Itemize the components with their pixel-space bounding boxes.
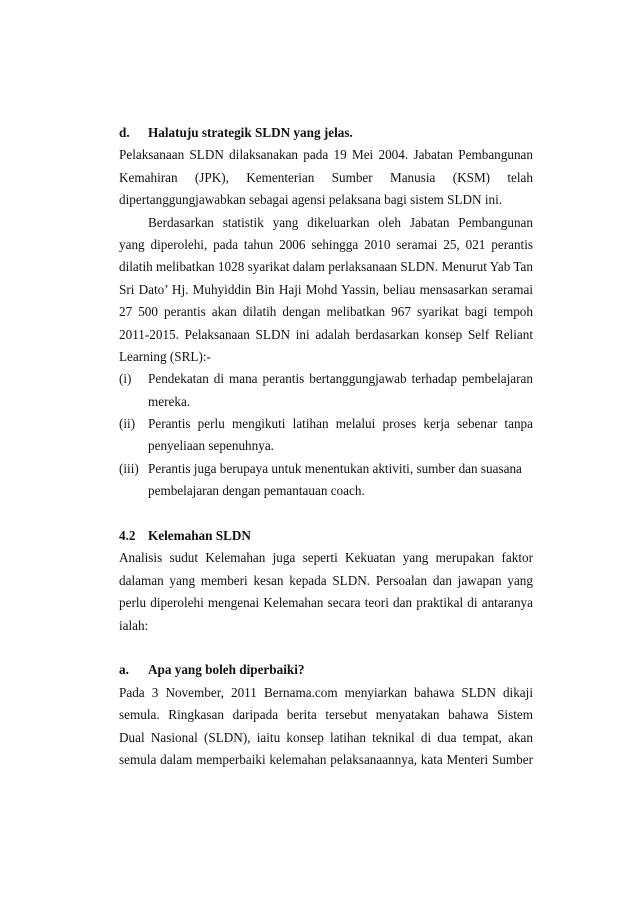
list-marker: (iii) — [119, 460, 139, 476]
section-a-title: Apa yang boleh diperbaiki? — [148, 662, 305, 678]
paragraph-line: Analisis sudut Kelemahan juga seperti Kekuatan yang merupakan faktor — [119, 550, 533, 566]
paragraph-line: semula dalam memperbaiki kelemahan pelaksanaannya, kata Menteri Sumber — [119, 751, 533, 767]
paragraph-line: perlu diperolehi mengenai Kelemahan secara teori dan praktikal di antaranya — [119, 595, 533, 611]
paragraph-line: dalaman yang memberi kesan kepada SLDN. Persoalan dan jawapan yang — [119, 572, 533, 588]
list-item-text: Perantis juga berupaya untuk menentukan aktiviti, sumber dan suasana — [148, 460, 522, 476]
list-item-continuation: penyeliaan sepenuhnya. — [148, 438, 274, 454]
paragraph-line: Sri Dato’ Hj. Muhyiddin Bin Haji Mohd Yassin, beliau mensasarkan seramai — [119, 281, 533, 297]
section-d-heading — [119, 122, 533, 144]
section-a-number: a. — [119, 662, 129, 678]
paragraph-line: Dual Nasional (SLDN), iaitu konsep latihan teknikal di dua tempat, akan — [119, 729, 533, 745]
list-item-text: Perantis perlu mengikuti latihan melalui proses kerja sebenar tanpa — [148, 416, 533, 432]
list-item-text: Pendekatan di mana perantis bertanggungjawab terhadap pembelajaran — [148, 371, 533, 387]
paragraph-line: Pada 3 November, 2011 Bernama.com menyiarkan bahawa SLDN dikaji — [119, 684, 533, 700]
paragraph-line: Kemahiran (JPK), Kementerian Sumber Manusia (KSM) telah — [119, 169, 533, 185]
paragraph-line: Learning (SRL):- — [119, 348, 211, 364]
list-item — [119, 368, 533, 390]
section-d-title: Halatuju strategik SLDN yang jelas. — [148, 125, 353, 140]
section-4-2-title: Kelemahan SLDN — [148, 528, 251, 544]
list-item-continuation: mereka. — [148, 393, 191, 409]
paragraph-line: semula. Ringkasan daripada berita tersebut menyatakan bahawa Sistem — [119, 707, 533, 723]
paragraph-line: ialah: — [119, 617, 149, 633]
paragraph-line: Pelaksanaan SLDN dilaksanakan pada 19 Mei 2004. Jabatan Pembangunan — [119, 147, 533, 163]
list-item — [119, 458, 533, 480]
paragraph-line: 2011-2015. Pelaksanaan SLDN ini adalah berdasarkan konsep Self Reliant — [119, 326, 533, 342]
paragraph-line: 27 500 perantis akan dilatih dengan melibatkan 967 syarikat bagi tempoh — [119, 304, 533, 320]
spacer — [119, 637, 533, 659]
document-page — [119, 122, 533, 771]
section-4-2-heading — [119, 525, 533, 547]
section-a-heading — [119, 659, 533, 681]
spacer — [119, 503, 533, 525]
list-marker: (i) — [119, 371, 132, 387]
section-d-number: d. — [119, 125, 130, 140]
paragraph-line: yang diperolehi, pada tahun 2006 sehingga 2010 seramai 25, 021 perantis — [119, 236, 533, 252]
section-4-2-number: 4.2 — [119, 528, 136, 544]
paragraph-line: dilatih melibatkan 1028 syarikat dalam perlaksanaan SLDN. Menurut Yab Tan — [119, 259, 533, 275]
paragraph-line: dipertanggungjawabkan sebagai agensi pelaksana bagi sistem SLDN ini. — [119, 192, 503, 208]
list-item — [119, 413, 533, 435]
list-marker: (ii) — [119, 416, 136, 432]
list-item-continuation: pembelajaran dengan pemantauan coach. — [148, 483, 365, 499]
paragraph-line: Berdasarkan statistik yang dikeluarkan oleh Jabatan Pembangunan — [148, 214, 533, 230]
